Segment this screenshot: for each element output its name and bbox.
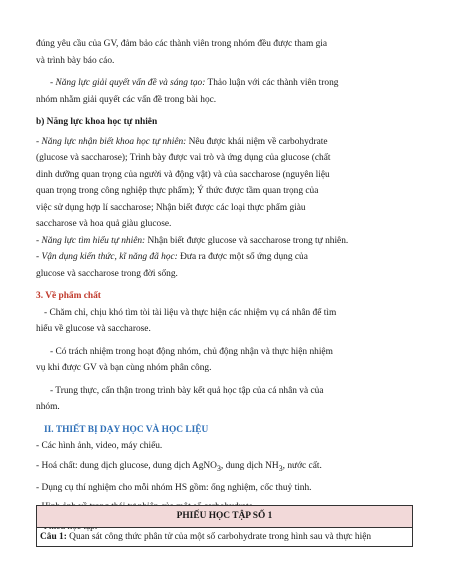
text-line: nhóm. (36, 402, 60, 412)
document-page (36, 36, 414, 535)
text-line: nhóm nhằm giải quyết các vấn đề trong bài học. (36, 94, 217, 105)
equipment-item: - Dụng cụ thí nghiệm cho mỗi nhóm HS gồm: ống nghiệm, cốc thuỷ tinh. (36, 482, 312, 493)
worksheet-table (36, 505, 413, 547)
section-heading-equipment: II. THIẾT BỊ DẠY HỌC VÀ HỌC LIỆU (44, 424, 209, 435)
worksheet-question (37, 527, 413, 546)
equipment-item: - Các hình ảnh, video, máy chiếu. (36, 441, 163, 451)
question-label: Câu 1: (40, 531, 67, 542)
section-heading-qualities: 3. Về phẩm chất (36, 291, 101, 301)
quality-item: - Trung thực, cẩn thận trong trình bày kết quả học tập của cá nhân và của (50, 385, 324, 396)
text-line: và trình bày báo cáo. (36, 55, 115, 66)
worksheet-title: PHIẾU HỌC TẬP SỐ 1 (37, 506, 413, 528)
text-line: hiểu về glucose và saccharose. (36, 324, 151, 334)
competency-application: - Vận dụng kiến thức, kĩ năng đã học: Đưa ra được một số ứng dụng của (36, 252, 308, 262)
competency-recognition: - Năng lực nhận biết khoa học tự nhiên: Nêu được khái niệm về carbohydrate (36, 136, 328, 147)
text-line: đúng yêu cầu của GV, đảm bảo các thành viên trong nhóm đều được tham gia (36, 39, 328, 49)
section-heading-b: b) Năng lực khoa học tự nhiên (36, 117, 158, 127)
quality-item: - Chăm chỉ, chịu khó tìm tòi tài liệu và thực hiện các nhiệm vụ cá nhân để tìm (44, 307, 337, 318)
text-line: glucose và saccharose trong đời sống. (36, 268, 178, 279)
text-line: quan trọng trong công nghiệp thực phẩm); Ý thức được tầm quan trọng của (36, 186, 319, 196)
text-line: việc sử dụng hợp lí saccharose; Nhận biết được các loại thực phẩm giàu (36, 202, 306, 213)
text-line: saccharose và hoa quả giàu glucose. (36, 219, 172, 229)
competency-nature: - Năng lực tìm hiểu tự nhiên: Nhận biết được glucose và saccharose trong tự nhiên. (36, 235, 349, 246)
text-line: dinh dưỡng quan trọng của người và động vật) và của saccharose (nguyên liệu (36, 169, 330, 180)
text-line: (glucose và saccharose); Trình bày được vai trò và ứng dụng của glucose (chất (36, 153, 331, 163)
question-text: Quan sát công thức phân tử của một số carbohydrate trong hình sau và thực hiện (66, 531, 372, 542)
text-line: vụ khi được GV và bạn cùng nhóm phân công. (36, 363, 212, 373)
equipment-item: - Hoá chất: dung dịch glucose, dung dịch AgNO$_3$, dung dịch $NH_3$, nước cất. (36, 460, 322, 473)
quality-item: - Có trách nhiệm trong hoạt động nhóm, chủ động nhận và thực hiện nhiệm (50, 346, 333, 357)
competency-problem-solving: - Năng lực giải quyết vấn đề và sáng tạo: Thảo luận với các thành viên trong (50, 78, 339, 88)
